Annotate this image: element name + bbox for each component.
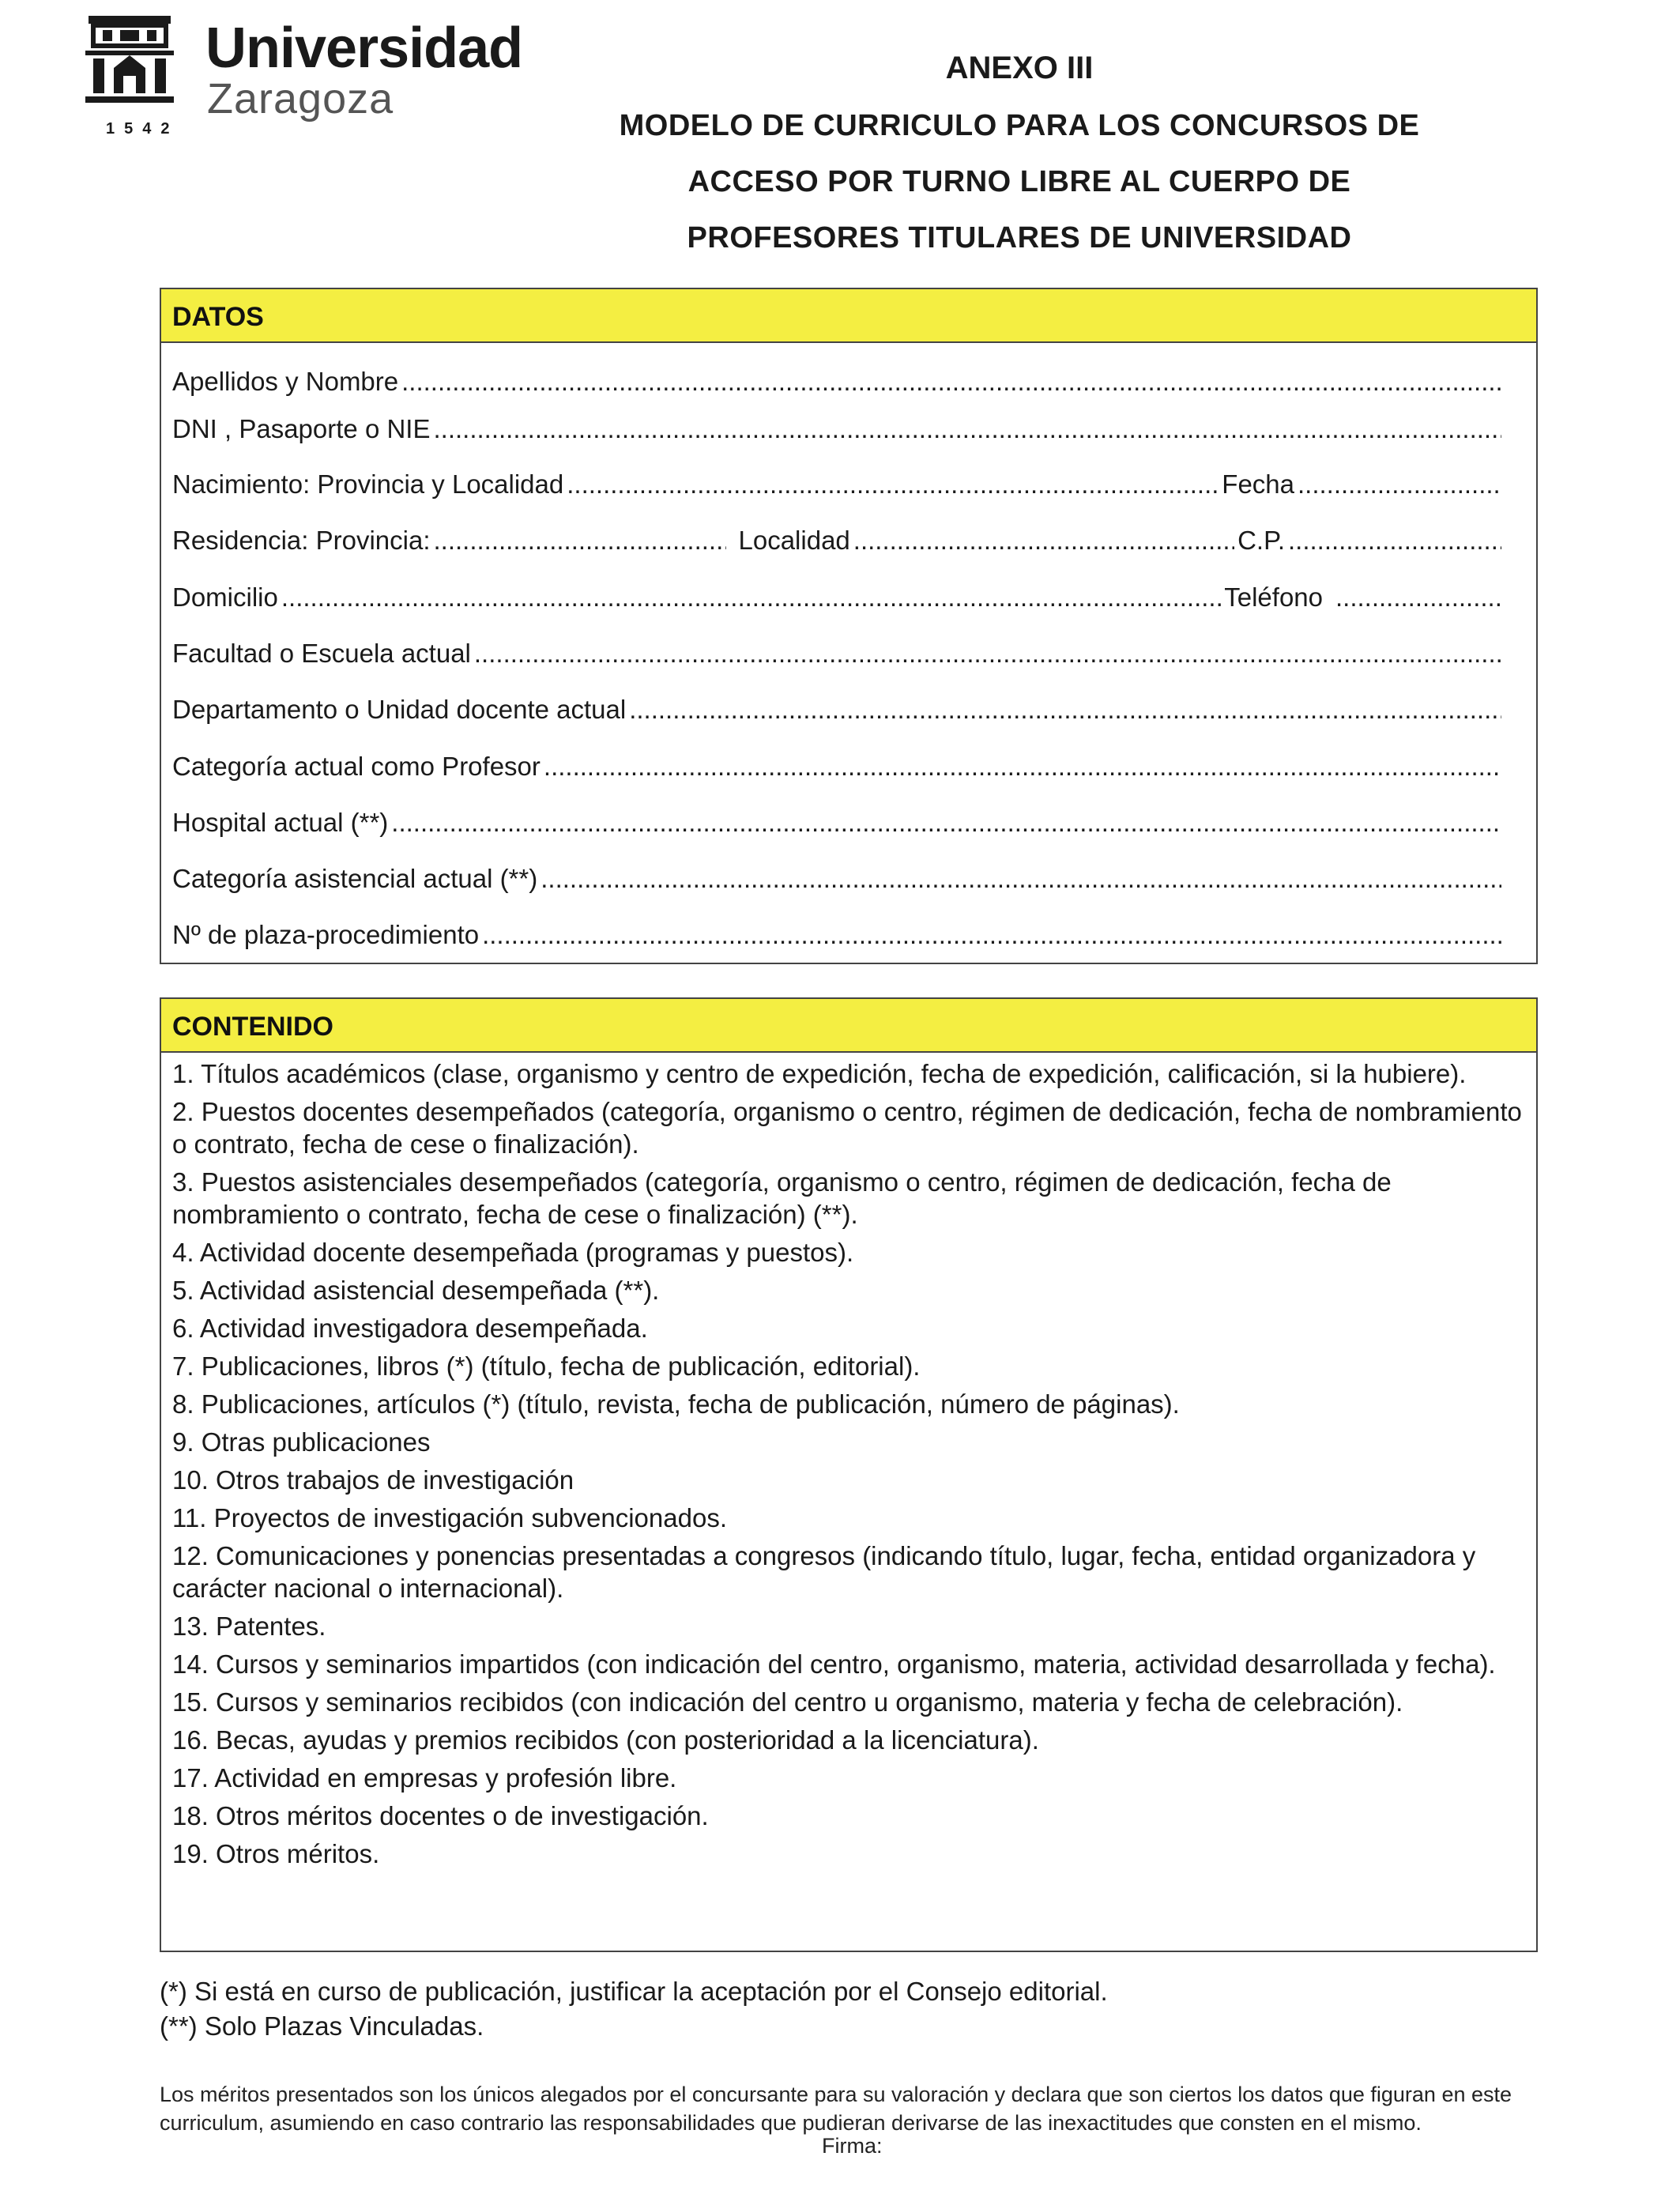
logo-year: 1542 [106, 120, 179, 138]
field-label: Localidad [738, 526, 850, 555]
fill-line [567, 466, 1219, 503]
fill-line [401, 364, 1501, 400]
fill-line [853, 522, 1234, 559]
field-label: Categoría asistencial actual (**) [172, 864, 538, 893]
fill-line [541, 861, 1501, 897]
field-categoria-asistencial[interactable] [172, 861, 1505, 897]
list-item: 16. Becas, ayudas y premios recibidos (con posterioridad a la licenciatura). [172, 1725, 1039, 1755]
field-plaza[interactable] [172, 917, 1505, 953]
fill-line [1298, 466, 1501, 503]
list-item: 14. Cursos y seminarios impartidos (con indicación del centro, organismo, materia, actividad desarrollada y fecha). [172, 1649, 1496, 1679]
field-categoria[interactable] [172, 748, 1505, 785]
list-item: 13. Patentes. [172, 1612, 326, 1641]
field-facultad[interactable] [172, 635, 1505, 672]
fill-line [433, 411, 1501, 447]
field-label: Teléfono [1224, 582, 1323, 612]
annex-title: ANEXO III [945, 51, 1094, 85]
field-label: Facultad o Escuela actual [172, 639, 471, 668]
field-label: Apellidos y Nombre [172, 367, 399, 396]
field-hospital[interactable] [172, 805, 1505, 841]
field-label: Hospital actual (**) [172, 808, 389, 837]
field-dni[interactable] [172, 411, 1505, 447]
field-label: Domicilio [172, 582, 278, 612]
contenido-section [160, 997, 1538, 1952]
fill-line [474, 635, 1501, 672]
footnote-plazas-vinculadas: (**) Solo Plazas Vinculadas. [160, 2011, 484, 2041]
title-line-3: PROFESORES TITULARES DE UNIVERSIDAD [687, 221, 1352, 254]
fill-line [1288, 522, 1501, 559]
field-apellidos-nombre[interactable] [172, 364, 1505, 400]
list-item: 2. Puestos docentes desempeñados (categoría, organismo o centro, régimen de dedicación, fecha de nombramiento o contrato, fecha de cese o finalización). [172, 1097, 1522, 1159]
signature-label[interactable]: Firma: [822, 2134, 883, 2158]
footnote-publicacion: (*) Si está en curso de publicación, justificar la aceptación por el Consejo editorial. [160, 1977, 1108, 2006]
footnotes [160, 1974, 1538, 2044]
field-nacimiento[interactable] [172, 466, 1505, 503]
title-line-1: MODELO DE CURRICULO PARA LOS CONCURSOS DE [619, 109, 1420, 142]
field-label: DNI , Pasaporte o NIE [172, 414, 431, 443]
list-item: 8. Publicaciones, artículos (*) (título, revista, fecha de publicación, número de páginas). [172, 1389, 1180, 1419]
list-item: 7. Publicaciones, libros (*) (título, fecha de publicación, editorial). [172, 1351, 921, 1381]
fill-line [629, 692, 1501, 728]
field-label: C.P. [1237, 526, 1285, 555]
university-crest-icon [85, 14, 204, 117]
field-label: Nº de plaza-procedimiento [172, 920, 480, 949]
list-item: 19. Otros méritos. [172, 1839, 380, 1868]
field-label: Residencia: Provincia: [172, 526, 431, 555]
fill-line [482, 917, 1501, 953]
list-item: 18. Otros méritos docentes o de investigación. [172, 1801, 709, 1830]
field-label: Nacimiento: Provincia y Localidad [172, 469, 564, 499]
list-item: 5. Actividad asistencial desempeñada (**). [172, 1276, 660, 1305]
logo-name-line2: Zaragoza [207, 75, 394, 123]
contenido-list [172, 1057, 1528, 1875]
field-residencia[interactable] [172, 522, 1505, 559]
list-item: 17. Actividad en empresas y profesión libre. [172, 1763, 677, 1793]
datos-header: DATOS [161, 289, 1536, 343]
fill-line [544, 748, 1501, 785]
list-item: 10. Otros trabajos de investigación [172, 1465, 574, 1495]
field-label: Fecha [1222, 469, 1294, 499]
list-item: 9. Otras publicaciones [172, 1427, 431, 1457]
list-item: 3. Puestos asistenciales desempeñados (categoría, organismo o centro, régimen de dedicación, fecha de nombramiento o contrato, fecha de cese o finalización) (**). [172, 1167, 1392, 1229]
contenido-header: CONTENIDO [161, 999, 1536, 1053]
field-label: Categoría actual como Profesor [172, 752, 541, 781]
fill-line [434, 522, 726, 559]
fill-line [1335, 579, 1501, 616]
field-departamento[interactable] [172, 692, 1505, 728]
title-line-2: ACCESO POR TURNO LIBRE AL CUERPO DE [687, 165, 1351, 198]
logo-name-line1: Universidad [205, 17, 523, 80]
list-item: 1. Títulos académicos (clase, organismo y centro de expedición, fecha de expedición, calificación, si la hubiere). [172, 1059, 1467, 1088]
university-logo [85, 14, 528, 141]
list-item: 6. Actividad investigadora desempeñada. [172, 1314, 648, 1343]
fill-line [281, 579, 1221, 616]
list-item: 4. Actividad docente desempeñada (programas y puestos). [172, 1238, 854, 1267]
field-label: Departamento o Unidad docente actual [172, 695, 627, 724]
list-item: 15. Cursos y seminarios recibidos (con indicación del centro u organismo, materia y fecha de celebración). [172, 1687, 1403, 1717]
fill-line [391, 805, 1501, 841]
field-domicilio[interactable] [172, 579, 1505, 616]
list-item: 11. Proyectos de investigación subvencionados. [172, 1503, 727, 1532]
list-item: 12. Comunicaciones y ponencias presentadas a congresos (indicando título, lugar, fecha, entidad organizadora y carácter nacional o internacional). [172, 1541, 1476, 1603]
document-title [506, 46, 1533, 258]
declaration-text: Los méritos presentados son los únicos alegados por el concursante para su valoración y declara que son ciertos los datos que figuran en este curriculum, asumiendo en caso contrario las responsabilidades que pudieran derivarse de las inexactitudes que consten en el mismo. [160, 2083, 1512, 2135]
datos-section [160, 288, 1538, 964]
